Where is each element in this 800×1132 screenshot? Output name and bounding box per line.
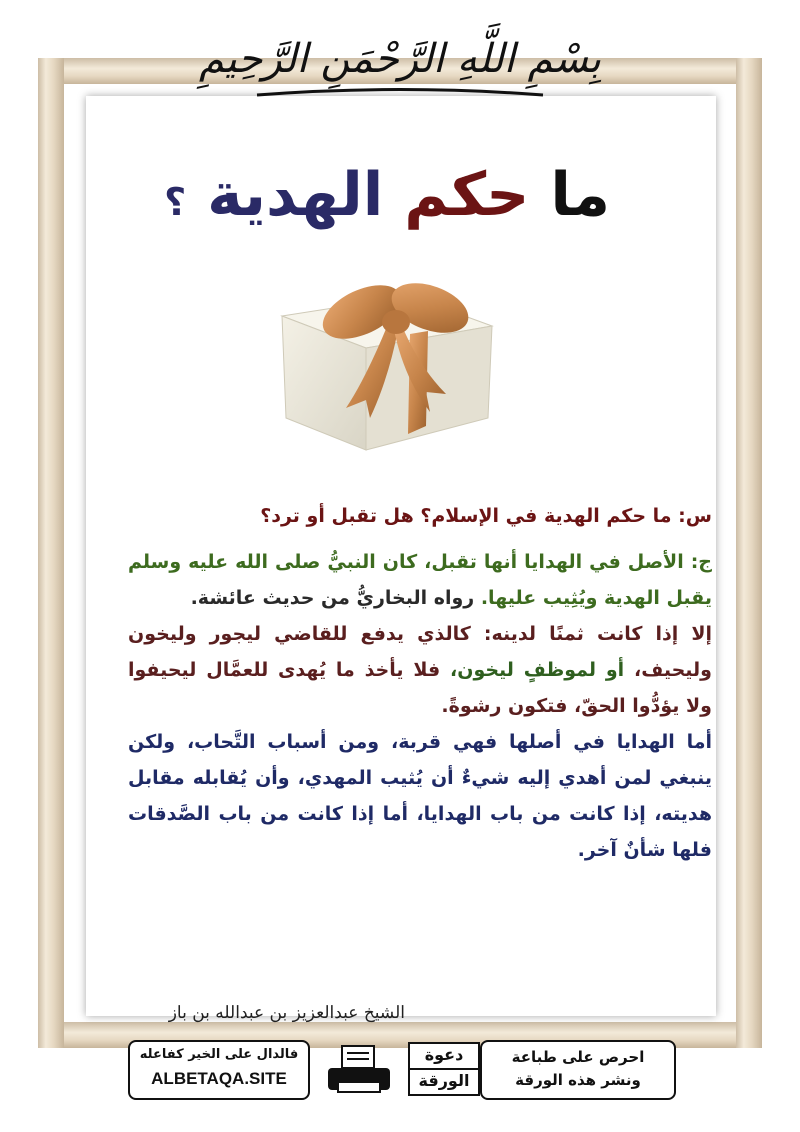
gift-origin-paragraph: أما الهدايا في أصلها فهي قربة، ومن أسباب التَّحاب، ولكن ينبغي لمن أهدي إليه شيءٌ أن يُثيب المهدي، وأن يُقابله مقابل هديته، إذا كانت من باب الهدايا، أما إذا كانت من باب الصَّدقات فلها شأنٌ آخر.	[128, 731, 712, 861]
logo-box	[408, 1042, 480, 1096]
footer-slogan: فالدال على الخير كفاعله	[139, 1047, 299, 1062]
question-text: س: ما حكم الهدية في الإسلام؟ هل تقبل أو ترد؟	[260, 505, 712, 527]
article-body	[128, 498, 712, 868]
title-question-mark: ؟	[164, 180, 187, 224]
footer-print-line-2: ونشر هذه الورقة	[515, 1071, 641, 1089]
answer-source: رواه البخاريُّ من حديث عائشة.	[190, 587, 475, 609]
basmala-flourish-icon	[255, 88, 545, 102]
logo-word-2: الورقة	[418, 1071, 470, 1090]
footer-site-box	[128, 1040, 310, 1100]
gift-box-icon	[270, 268, 500, 458]
answer-paragraph	[128, 544, 712, 616]
title-word-1: ما	[550, 160, 610, 230]
author-credit: الشيخ عبدالعزيز بن عبدالله بن باز	[168, 1003, 405, 1023]
logo-word-1: دعوة	[424, 1045, 464, 1064]
printer-icon	[324, 1044, 394, 1096]
page-title	[164, 160, 610, 237]
footer	[128, 1040, 676, 1098]
title-word-2: حكم	[404, 160, 530, 230]
footer-print-box	[480, 1040, 676, 1100]
basmala: بِسْمِ اللَّهِ الرَّحْمَنِ الرَّحِيمِ	[198, 36, 602, 82]
bribe-text-a: إلا إذا كانت ثمنًا لدينه: كالذي يدفع للقاضي ليجور وليخون وليحيف،	[128, 623, 712, 681]
title-word-3: الهدية	[207, 160, 384, 230]
bribe-text-c: فلا يأخذ ما يُهدى للعمَّال ليحيفوا ولا يؤدُّوا الحقّ، فتكون رشوةً.	[128, 659, 712, 717]
footer-print-line-1: احرص على طباعة	[511, 1048, 645, 1066]
frame-left-bar	[38, 58, 64, 1048]
bribe-paragraph	[128, 616, 712, 724]
footer-site-url[interactable]: ALBETAQA.SITE	[151, 1069, 287, 1088]
answer-text: ج: الأصل في الهدايا أنها تقبل، كان النبيُّ صلى الله عليه وسلم يقبل الهدية ويُثِيب عليها.	[128, 551, 712, 609]
bribe-text-b: أو لموظفٍ ليخون،	[450, 659, 625, 681]
frame-right-bar	[736, 58, 762, 1048]
